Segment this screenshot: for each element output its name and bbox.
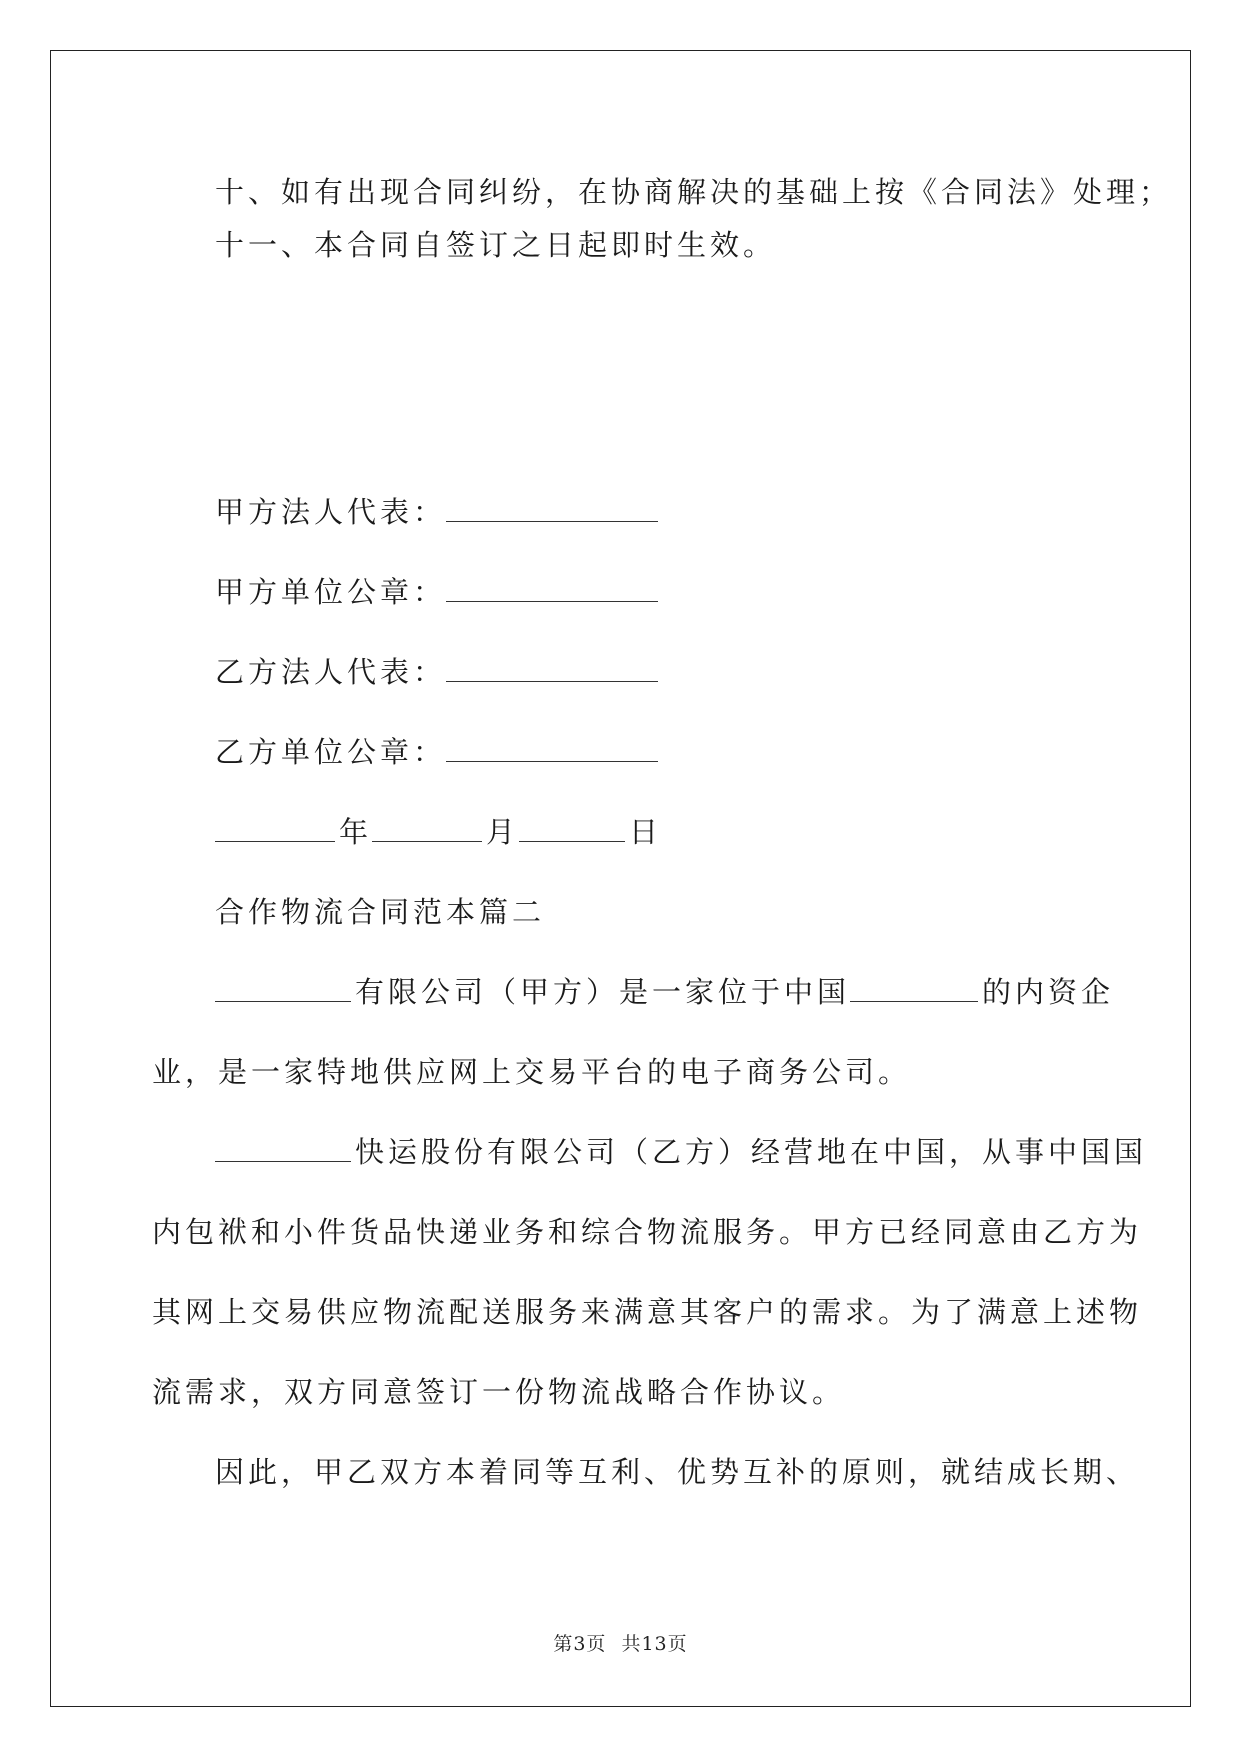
- paragraph-2-text-a: 快运股份有限公司（乙方）经营地在中国，从事中国国: [355, 1135, 1148, 1169]
- party-a-seal-blank: [446, 575, 658, 602]
- clause-11: 十一、本合同自签订之日起即时生效。: [215, 228, 777, 262]
- paragraph-1-text-a: 有限公司（甲方）是一家位于中国: [355, 975, 851, 1009]
- paragraph-2-line-3: 其网上交易供应物流配送服务来满意其客户的需求。为了满意上述物: [152, 1295, 1143, 1329]
- party-b-seal-line: [215, 732, 662, 772]
- section-title: 合作物流合同范本篇二: [215, 895, 546, 929]
- day-label: 日: [629, 815, 663, 849]
- party-b-rep-blank: [446, 655, 658, 682]
- company-b-blank: [215, 1135, 351, 1162]
- month-label: 月: [486, 815, 520, 849]
- party-a-rep-label: 甲方法人代表：: [215, 495, 447, 529]
- location-blank: [850, 975, 978, 1002]
- paragraph-2-line-1: [215, 1132, 1147, 1172]
- party-a-rep-line: [215, 492, 662, 532]
- month-blank: [372, 815, 482, 842]
- paragraph-3-line-1: 因此，甲乙双方本着同等互利、优势互补的原则，就结成长期、: [215, 1455, 1140, 1489]
- page-number: 第3页: [553, 1633, 607, 1655]
- date-line: [215, 812, 662, 852]
- paragraph-1-line-1: [215, 972, 1114, 1012]
- day-blank: [519, 815, 625, 842]
- party-b-seal-blank: [446, 735, 658, 762]
- year-blank: [215, 815, 335, 842]
- clause-10: 十、如有出现合同纠纷，在协商解决的基础上按《合同法》处理；: [215, 175, 1173, 209]
- paragraph-2-line-4: 流需求，双方同意签订一份物流战略合作协议。: [152, 1375, 846, 1409]
- party-b-seal-label: 乙方单位公章：: [215, 735, 447, 769]
- paragraph-1-line-2: 业，是一家特地供应网上交易平台的电子商务公司。: [152, 1055, 912, 1089]
- party-b-rep-label: 乙方法人代表：: [215, 655, 447, 689]
- party-a-seal-line: [215, 572, 662, 612]
- party-a-rep-blank: [446, 495, 658, 522]
- company-a-blank: [215, 975, 351, 1002]
- party-a-seal-label: 甲方单位公章：: [215, 575, 447, 609]
- page-footer: [0, 1629, 1241, 1656]
- paragraph-2-line-2: 内包袱和小件货品快递业务和综合物流服务。甲方已经同意由乙方为: [152, 1215, 1143, 1249]
- year-label: 年: [339, 815, 373, 849]
- paragraph-1-text-b: 的内资企: [982, 975, 1115, 1009]
- page-total: 共13页: [621, 1633, 688, 1655]
- party-b-rep-line: [215, 652, 662, 692]
